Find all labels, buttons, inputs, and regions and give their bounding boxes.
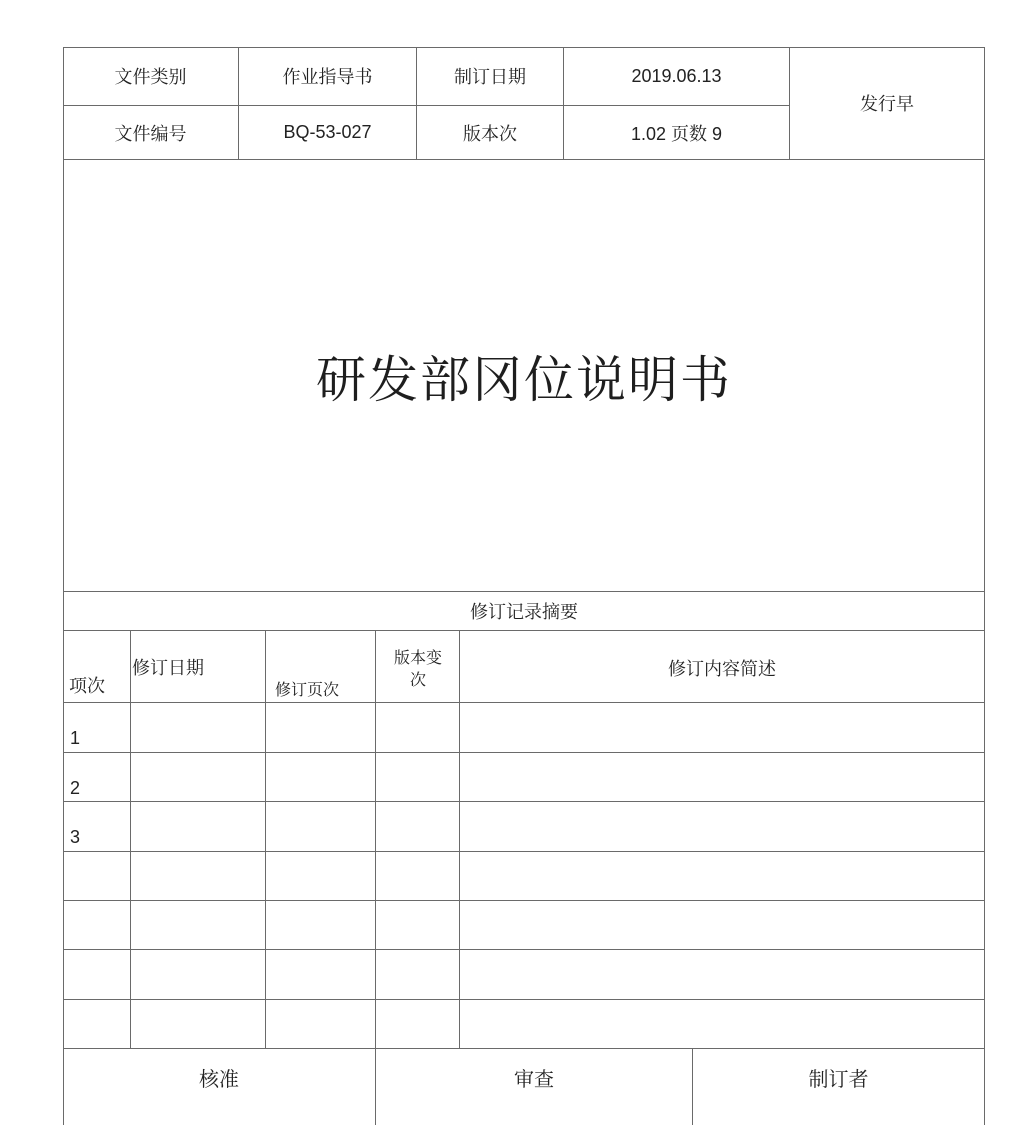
- revision-section-title: 修订记录摘要: [470, 602, 578, 623]
- file-type-value: 作业指导书: [282, 67, 373, 88]
- version-label: 版本次: [463, 123, 517, 145]
- revision-row-line: [63, 949, 985, 950]
- revision-row-line: [63, 900, 985, 901]
- table-row-item: 2: [70, 778, 81, 798]
- col-version-header: 版本变次: [393, 648, 442, 689]
- revision-row-line: [63, 801, 985, 802]
- review-label: 审查: [514, 1066, 554, 1091]
- approve-label: 核准: [199, 1066, 239, 1091]
- file-no-label: 文件编号: [114, 123, 187, 145]
- revision-row-line: [63, 851, 985, 852]
- revision-row-line: [63, 999, 985, 1000]
- revision-col-line-2: [265, 630, 266, 1048]
- revision-row-line: [63, 702, 985, 703]
- file-no-value: BQ-53-027: [283, 122, 372, 142]
- revision-col-line-1: [130, 630, 131, 1048]
- table-row-item: 3: [70, 827, 81, 847]
- col-page-header: 修订页次: [275, 680, 340, 699]
- issue-label: 发行早: [860, 94, 914, 115]
- file-type-label: 文件类别: [114, 67, 187, 88]
- author-label: 制订者: [808, 1066, 869, 1091]
- revise-date-value: 2019.06.13: [631, 65, 722, 86]
- document-title: 研发部冈位说明书: [316, 350, 732, 409]
- col-summary-header: 修订内容简述: [668, 659, 776, 680]
- col-date-header: 修订日期: [132, 658, 204, 679]
- version-value: 1.02 页数 9: [630, 123, 723, 144]
- col-item-header: 项次: [69, 676, 105, 697]
- revision-row-line: [63, 752, 985, 753]
- table-row-item: 1: [70, 728, 81, 748]
- revision-col-line-3: [375, 630, 376, 1048]
- document-form: [63, 47, 985, 1125]
- revision-col-line-4: [459, 630, 460, 1048]
- revise-date-label: 制订日期: [454, 67, 526, 88]
